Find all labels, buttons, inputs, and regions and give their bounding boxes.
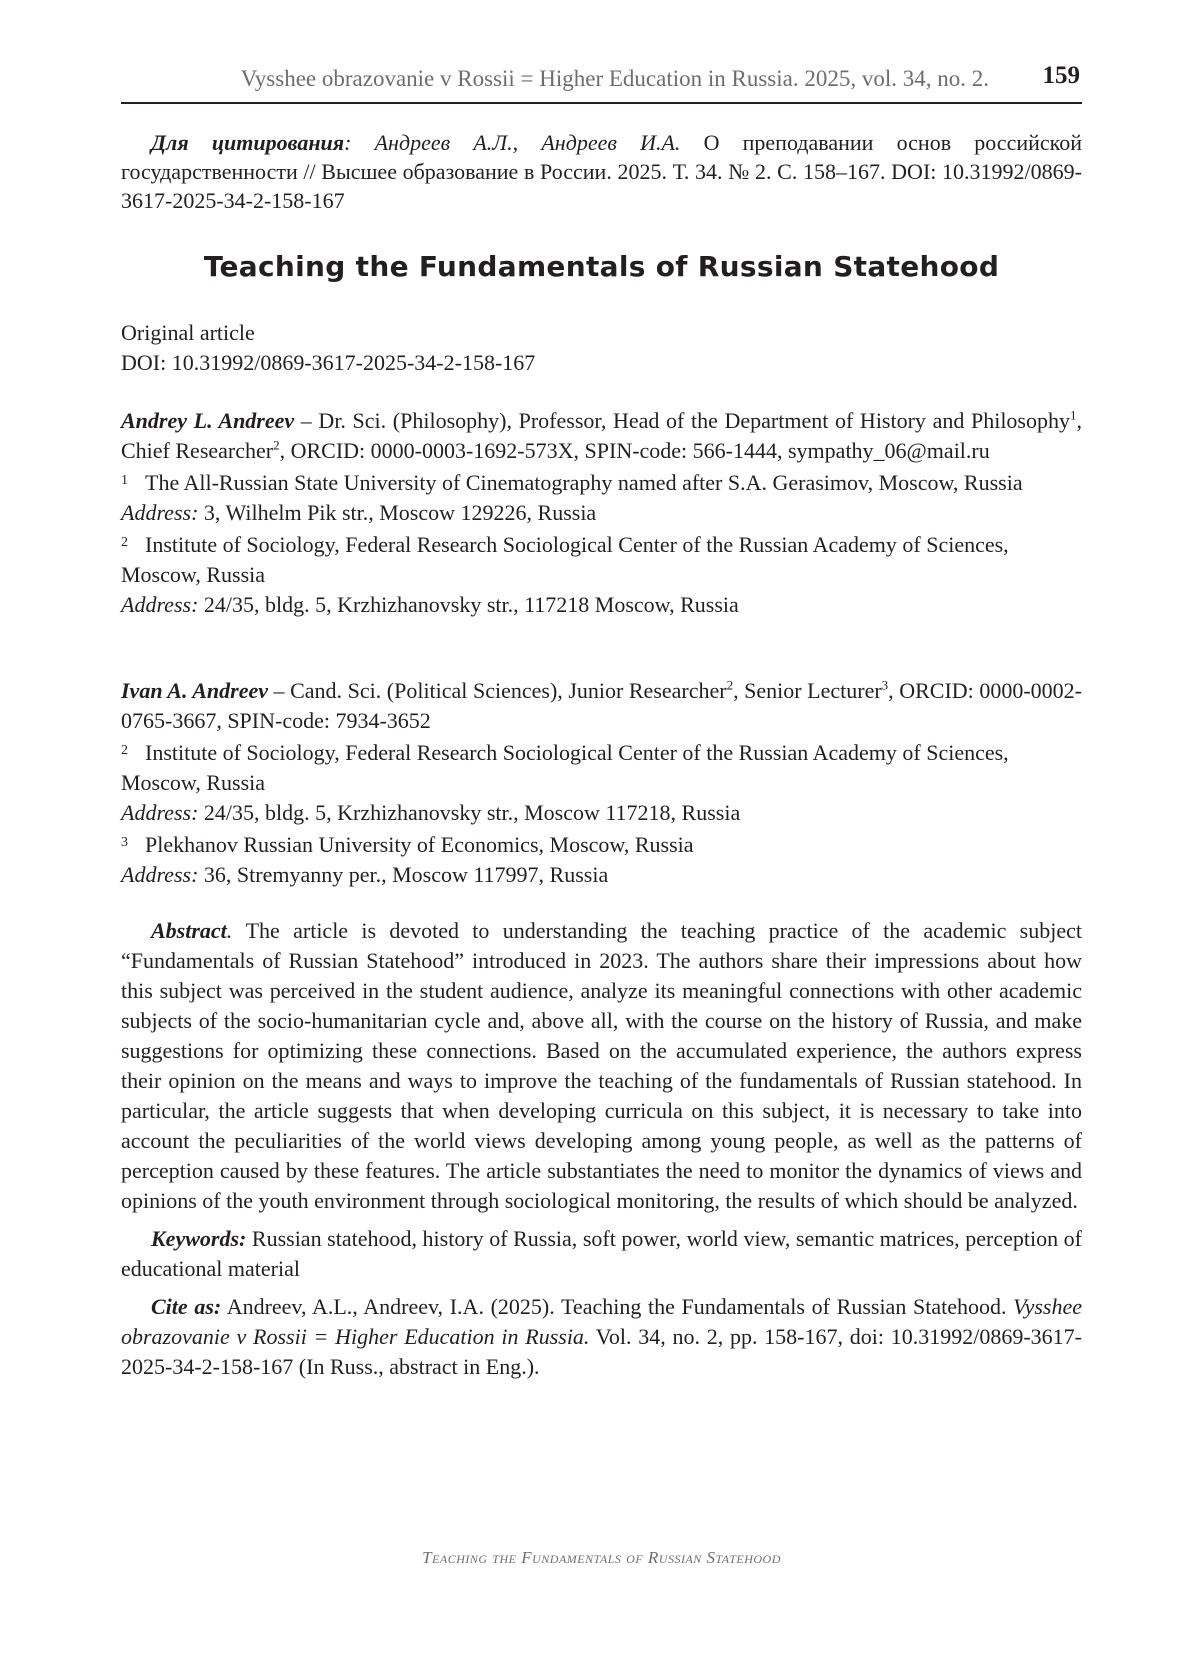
cite-as-label: Cite as: <box>151 1294 222 1319</box>
affiliation-item: 3 Plekhanov Russian University of Economics, Moscow, Russia <box>121 832 694 857</box>
author-bio-1: Andrey L. Andreev – Dr. Sci. (Philosophy), Professor, Head of the Department of History and Philosophy$^1$, Chief Researcher$^2$, ORCID: 0000-0003-1692-573X, SPIN-code: 566-1444, sympathy_06@mail.ru <box>121 407 1082 463</box>
page-number: 159 <box>1042 62 1080 89</box>
journal-running-title: Vysshee obrazovanie v Rossii = Higher Education in Russia. 2025, vol. 34, no. 2. <box>240 66 989 91</box>
abstract-text: The article is devoted to understanding the teaching practice of the academic subject “Fundamentals of Russian Statehood” introduced in 2023. The authors share their impressions about how this subject was perceived in the student audience, analyze its meaningful connections with other academic subjects of the socio-humanitarian cycle and, above all, with the course on the history of Russia, and make suggestions for optimizing these connections. Based on the accumulated experience, the authors express their opinion on the means and ways to improve the teaching of the fundamentals of Russian statehood. In particular, the article suggests that when developing curricula on this subject, it is necessary to take into account the peculiarities of the world views developing among young people, as well as the patterns of perception caused by these features. The article substantiates the need to monitor the dynamics of views and opinions of the youth environment through sociological monitoring, the results of which should be analyzed. <box>121 918 1083 1213</box>
author-block-1 <box>121 406 1082 620</box>
author-name-1: Andrey L. Andreev <box>121 408 295 433</box>
running-footer: Teaching the Fundamentals of Russian Statehood <box>422 1548 781 1567</box>
article-type: Original article <box>121 320 255 345</box>
author-name-2: Ivan A. Andreev <box>121 678 268 703</box>
abstract-label: Abstract <box>151 918 227 943</box>
cite-as-journal: Vysshee obrazovanie v Rossii = Higher Education in Russia. <box>121 1294 1082 1349</box>
abstract-paragraph: Abstract. The article is devoted to understanding the teaching practice of the academic subject “Fundamentals of Russian Statehood” introduced in 2023. The authors share their impressions about how this subject was perceived in the student audience, analyze its meaningful connections with other academic subjects of the socio-humanitarian cycle and, above all, with the course on the history of Russia, and make suggestions for optimizing these connections. Based on the accumulated experience, the authors express their opinion on the means and ways to improve the teaching of the fundamentals of Russian statehood. In particular, the article suggests that when developing curricula on this subject, it is necessary to take into account the peculiarities of the world views developing among young people, as well as the patterns of perception caused by these features. The article substantiates the need to monitor the dynamics of views and opinions of the youth environment through sociological monitoring, the results of which should be analyzed. <box>121 918 1083 1213</box>
author-bio-2: Ivan A. Andreev – Cand. Sci. (Political Sciences), Junior Researcher$^2$, Senior Lecturer$^3$, ORCID: 0000-0002-0765-3667, SPIN-code: 7934-3652 <box>121 677 1083 733</box>
russian-citation-text: О преподавании основ российской государственности // Высшее образование в России. 2025. Т. 34. № 2. С. 158–167. DOI: 10.31992/0869-3617-2025-34-2-158-167 <box>121 130 1082 213</box>
russian-citation: Для цитирования: Андреев А.Л., Андреев И.А. О преподавании основ российской государственности // Высшее образование в России. 2025. Т. 34. № 2. С. 158–167. DOI: 10.31992/0869-3617-2025-34-2-158-167 <box>121 130 1082 213</box>
affiliation-item: 2 Institute of Sociology, Federal Research Sociological Center of the Russian Academy of Sciences, Moscow, Russia <box>121 740 1009 795</box>
article-doi: DOI: 10.31992/0869-3617-2025-34-2-158-167 <box>121 350 536 375</box>
russian-citation-authors: Андреев А.Л., Андреев И.А. <box>374 130 681 155</box>
affiliation-address: Address: 24/35, bldg. 5, Krzhizhanovsky str., Moscow 117218, Russia <box>121 800 741 825</box>
affiliation-item: 1 The All-Russian State University of Cinematography named after S.A. Gerasimov, Moscow, Russia <box>121 470 1023 495</box>
affiliation-item: 2 Institute of Sociology, Federal Research Sociological Center of the Russian Academy of Sciences, Moscow, Russia <box>121 532 1009 587</box>
abstract-section <box>121 916 1082 1390</box>
article-title: Teaching the Fundamentals of Russian Statehood <box>203 250 1000 283</box>
keywords-paragraph <box>121 1224 1082 1284</box>
article-meta <box>121 318 1082 378</box>
keywords-label: Keywords: <box>151 1226 247 1251</box>
keywords-text: Russian statehood, history of Russia, soft power, world view, semantic matrices, perception of educational material <box>121 1226 1082 1281</box>
affiliation-address: Address: 3, Wilhelm Pik str., Moscow 129226, Russia <box>121 500 597 525</box>
running-header <box>121 58 1082 104</box>
russian-citation-label: Для цитирования <box>151 130 345 155</box>
affiliation-address: Address: 36, Stremyanny per., Moscow 117997, Russia <box>121 862 609 887</box>
affiliation-address: Address: 24/35, bldg. 5, Krzhizhanovsky str., 117218 Moscow, Russia <box>121 592 739 617</box>
author-block-2 <box>121 676 1082 890</box>
cite-as-paragraph: Cite as: Andreev, A.L., Andreev, I.A. (2025). Teaching the Fundamentals of Russian Statehood. Vysshee obrazovanie v Rossii = Higher Education in Russia. Vol. 34, no. 2, pp. 158-167, doi: 10.31992/0869-3617-2025-34-2-158-167 (In Russ., abstract in Eng.). <box>121 1294 1082 1379</box>
